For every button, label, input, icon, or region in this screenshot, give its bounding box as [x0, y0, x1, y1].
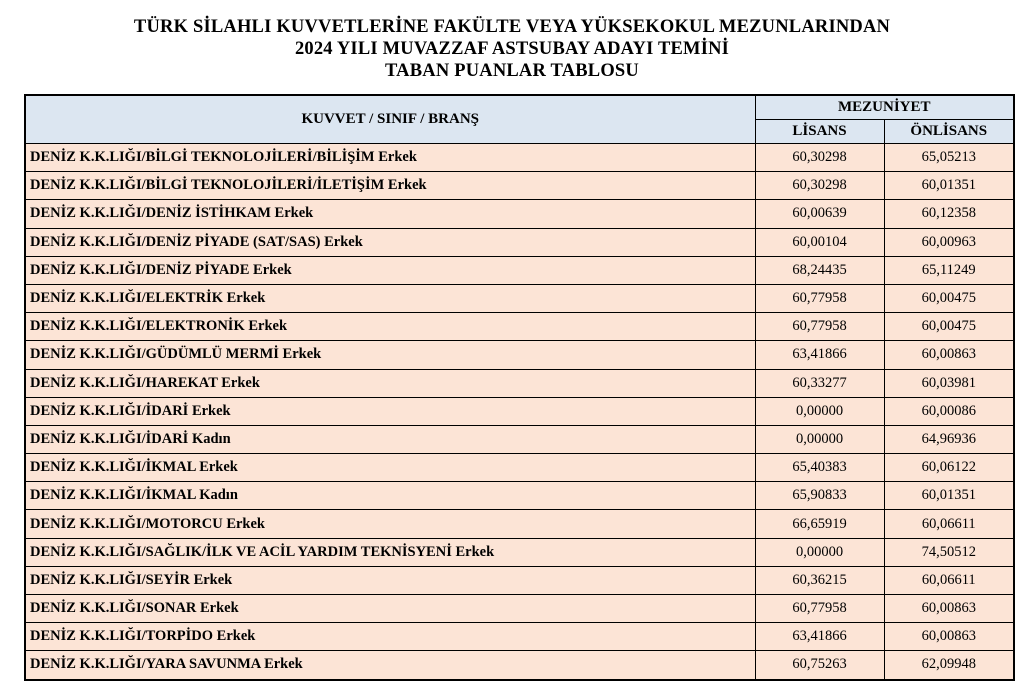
score-table [24, 94, 1015, 681]
table-row [25, 172, 1014, 200]
onlisans-score-cell: 60,03981 [884, 369, 1014, 397]
lisans-score-cell: 0,00000 [755, 425, 884, 453]
lisans-score-cell: 0,00000 [755, 538, 884, 566]
table-row [25, 228, 1014, 256]
onlisans-score-cell: 60,00086 [884, 397, 1014, 425]
branch-cell: DENİZ K.K.LIĞI/TORPİDO Erkek [25, 623, 755, 651]
branch-cell: DENİZ K.K.LIĞI/DENİZ İSTİHKAM Erkek [25, 200, 755, 228]
onlisans-score-cell: 64,96936 [884, 425, 1014, 453]
branch-cell: DENİZ K.K.LIĞI/İKMAL Kadın [25, 482, 755, 510]
table-row [25, 200, 1014, 228]
onlisans-score-cell: 60,00863 [884, 595, 1014, 623]
table-body [25, 144, 1014, 680]
lisans-score-cell: 68,24435 [755, 256, 884, 284]
title-line-1: TÜRK SİLAHLI KUVVETLERİNE FAKÜLTE VEYA YÜKSEKOKUL MEZUNLARINDAN [133, 17, 891, 37]
document-title [0, 0, 1024, 82]
table-row [25, 651, 1014, 680]
table-row [25, 454, 1014, 482]
lisans-score-cell: 63,41866 [755, 623, 884, 651]
branch-cell: DENİZ K.K.LIĞI/ELEKTRİK Erkek [25, 284, 755, 312]
lisans-score-cell: 60,75263 [755, 651, 884, 680]
table-row [25, 538, 1014, 566]
onlisans-score-cell: 60,00963 [884, 228, 1014, 256]
table-row [25, 144, 1014, 172]
table-row [25, 425, 1014, 453]
branch-cell: DENİZ K.K.LIĞI/MOTORCU Erkek [25, 510, 755, 538]
lisans-score-cell: 65,40383 [755, 454, 884, 482]
lisans-score-cell: 66,65919 [755, 510, 884, 538]
branch-cell: DENİZ K.K.LIĞI/ELEKTRONİK Erkek [25, 313, 755, 341]
onlisans-score-cell: 60,00475 [884, 313, 1014, 341]
lisans-score-cell: 60,30298 [755, 144, 884, 172]
onlisans-score-cell: 60,06122 [884, 454, 1014, 482]
onlisans-score-cell: 60,06611 [884, 566, 1014, 594]
lisans-score-cell: 60,00104 [755, 228, 884, 256]
onlisans-score-cell: 60,06611 [884, 510, 1014, 538]
branch-cell: DENİZ K.K.LIĞI/SONAR Erkek [25, 595, 755, 623]
branch-cell: DENİZ K.K.LIĞI/İKMAL Erkek [25, 454, 755, 482]
header-onlisans: ÖNLİSANS [884, 120, 1014, 144]
onlisans-score-cell: 60,00863 [884, 341, 1014, 369]
header-branch: KUVVET / SINIF / BRANŞ [25, 95, 755, 144]
branch-cell: DENİZ K.K.LIĞI/DENİZ PİYADE (SAT/SAS) Erkek [25, 228, 755, 256]
table-row [25, 284, 1014, 312]
lisans-score-cell: 60,00639 [755, 200, 884, 228]
lisans-score-cell: 60,77958 [755, 313, 884, 341]
branch-cell: DENİZ K.K.LIĞI/BİLGİ TEKNOLOJİLERİ/İLETİŞİM Erkek [25, 172, 755, 200]
lisans-score-cell: 60,36215 [755, 566, 884, 594]
lisans-score-cell: 63,41866 [755, 341, 884, 369]
table-row [25, 595, 1014, 623]
table-row [25, 256, 1014, 284]
table-row [25, 341, 1014, 369]
branch-cell: DENİZ K.K.LIĞI/HAREKAT Erkek [25, 369, 755, 397]
table-row [25, 566, 1014, 594]
onlisans-score-cell: 62,09948 [884, 651, 1014, 680]
header-lisans: LİSANS [755, 120, 884, 144]
onlisans-score-cell: 60,01351 [884, 482, 1014, 510]
branch-cell: DENİZ K.K.LIĞI/SAĞLIK/İLK VE ACİL YARDIM TEKNİSYENİ Erkek [25, 538, 755, 566]
branch-cell: DENİZ K.K.LIĞI/YARA SAVUNMA Erkek [25, 651, 755, 680]
lisans-score-cell: 60,33277 [755, 369, 884, 397]
table-row [25, 510, 1014, 538]
onlisans-score-cell: 65,05213 [884, 144, 1014, 172]
table-row [25, 369, 1014, 397]
title-line-2: 2024 YILI MUVAZZAF ASTSUBAY ADAYI TEMİNİ [294, 39, 730, 59]
table-row [25, 397, 1014, 425]
table-row [25, 482, 1014, 510]
lisans-score-cell: 60,77958 [755, 595, 884, 623]
onlisans-score-cell: 60,01351 [884, 172, 1014, 200]
onlisans-score-cell: 65,11249 [884, 256, 1014, 284]
table-row [25, 313, 1014, 341]
title-line-3: TABAN PUANLAR TABLOSU [385, 61, 639, 81]
lisans-score-cell: 65,90833 [755, 482, 884, 510]
branch-cell: DENİZ K.K.LIĞI/İDARİ Kadın [25, 425, 755, 453]
branch-cell: DENİZ K.K.LIĞI/DENİZ PİYADE Erkek [25, 256, 755, 284]
lisans-score-cell: 60,77958 [755, 284, 884, 312]
onlisans-score-cell: 60,12358 [884, 200, 1014, 228]
branch-cell: DENİZ K.K.LIĞI/İDARİ Erkek [25, 397, 755, 425]
onlisans-score-cell: 60,00475 [884, 284, 1014, 312]
onlisans-score-cell: 60,00863 [884, 623, 1014, 651]
lisans-score-cell: 0,00000 [755, 397, 884, 425]
lisans-score-cell: 60,30298 [755, 172, 884, 200]
onlisans-score-cell: 74,50512 [884, 538, 1014, 566]
branch-cell: DENİZ K.K.LIĞI/GÜDÜMLÜ MERMİ Erkek [25, 341, 755, 369]
header-mezuniyet: MEZUNİYET [755, 95, 1014, 120]
table-row [25, 623, 1014, 651]
branch-cell: DENİZ K.K.LIĞI/BİLGİ TEKNOLOJİLERİ/BİLİŞİM Erkek [25, 144, 755, 172]
branch-cell: DENİZ K.K.LIĞI/SEYİR Erkek [25, 566, 755, 594]
